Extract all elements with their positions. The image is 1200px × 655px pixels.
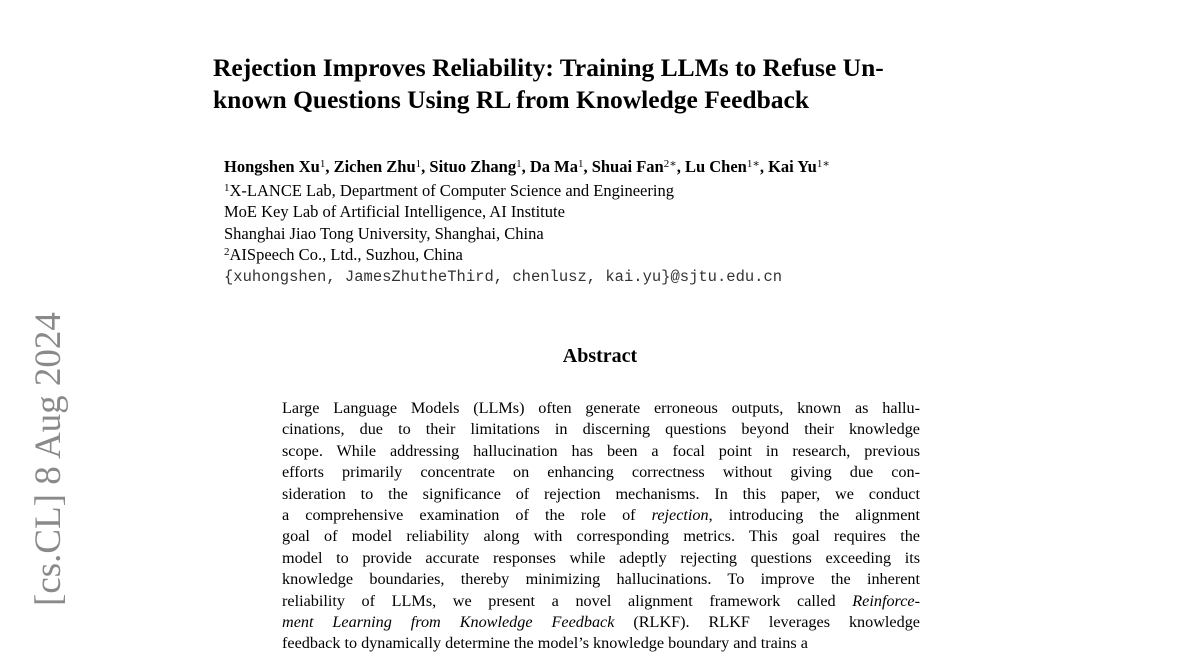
abstract-line xyxy=(282,633,920,654)
abstract-text: , introducing the alignment xyxy=(708,506,920,525)
paper-title xyxy=(213,52,1003,116)
abstract-text: model to provide accurate responses while adeptly rejecting questions exceeding its xyxy=(282,548,920,567)
title-line: known Questions Using RL from Knowledge Feedback xyxy=(213,85,810,114)
title-line: Rejection Improves Reliability: Training LLMs to Refuse Un- xyxy=(213,53,884,82)
abstract-text: efforts primarily concentrate on enhancing correctness without giving due con- xyxy=(282,463,920,482)
author-affiliation-marker: 1 xyxy=(319,158,326,170)
abstract-text: reliability of LLMs, we present a novel alignment framework called xyxy=(282,591,853,610)
abstract-line xyxy=(282,569,920,590)
abstract-text: Large Language Models (LLMs) often generate erroneous outputs, known as hallu- xyxy=(282,399,920,417)
abstract-text: cinations, due to their limitations in discerning questions beyond their knowledge xyxy=(282,420,920,439)
abstract-emphasis: rejection xyxy=(651,506,709,525)
author-block xyxy=(224,156,984,288)
abstract-line xyxy=(282,441,920,462)
author-affiliation-marker: 1∗ xyxy=(816,158,830,170)
affiliation-marker: 2 xyxy=(224,246,230,258)
affiliation-1-line-1 xyxy=(224,180,984,202)
author-name: Kai Yu xyxy=(768,157,817,176)
abstract-emphasis: Reinforce- xyxy=(852,591,920,610)
abstract-text: sideration to the significance of rejection mechanisms. In this paper, we conduct xyxy=(282,484,920,503)
abstract-body xyxy=(282,398,920,655)
author-name: Situo Zhang xyxy=(429,157,517,176)
abstract-line xyxy=(282,548,920,569)
abstract-line xyxy=(282,484,920,505)
abstract-line xyxy=(282,419,920,440)
affiliation-text: X-LANCE Lab, Department of Computer Science and Engineering xyxy=(229,180,674,200)
abstract-text: (RLKF). RLKF leverages knowledge xyxy=(614,613,920,632)
author-affiliation-marker: 1 xyxy=(415,158,422,170)
affiliation-1-line-2: MoE Key Lab of Artificial Intelligence, AI Institute xyxy=(224,202,565,221)
author-name: Da Ma xyxy=(529,157,578,176)
affiliation-text: AISpeech Co., Ltd., Suzhou, China xyxy=(229,245,463,264)
author-name: Lu Chen xyxy=(684,157,747,176)
arxiv-identifier: [cs.CL] 8 Aug 2024 xyxy=(27,312,69,606)
abstract-text: goal of model reliability along with corresponding metrics. This goal requires the xyxy=(282,527,920,546)
abstract-emphasis: ment Learning from Knowledge Feedback xyxy=(282,613,615,632)
abstract-text: feedback to dynamically determine the model’s knowledge boundary and trains a xyxy=(282,634,808,653)
abstract-heading xyxy=(0,345,1200,368)
abstract-heading-text: Abstract xyxy=(562,345,638,367)
abstract-line xyxy=(282,526,920,547)
abstract-line xyxy=(282,462,920,483)
affiliation-1-line-3: Shanghai Jiao Tong University, Shanghai, China xyxy=(224,223,544,243)
author-list: Hongshen Xu$^1$, Zichen Zhu$^1$, Situo Zhang$^1$, Da Ma$^1$, Shuai Fan$^{2∗}$, Lu Chen$^{1∗}$, Kai $Yu^{1∗}$ xyxy=(224,157,830,176)
abstract-text: knowledge boundaries, thereby minimizing hallucinations. To improve the inherent xyxy=(282,570,920,589)
abstract-text: a comprehensive examination of the role of xyxy=(282,506,652,525)
author-affiliation-marker: 1 xyxy=(577,158,584,170)
author-name: Zichen Zhu xyxy=(333,157,416,176)
author-affiliation-marker: 1∗ xyxy=(746,158,760,170)
abstract-text: scope. While addressing hallucination has been a focal point in research, previous xyxy=(282,441,920,460)
affiliation-marker: 1 xyxy=(224,181,230,194)
abstract-line xyxy=(282,591,920,612)
affiliation-2 xyxy=(224,244,984,266)
abstract-line xyxy=(282,505,920,526)
author-affiliation-marker: 1 xyxy=(516,158,522,170)
abstract-line xyxy=(282,612,920,633)
author-name: Shuai Fan xyxy=(591,157,664,176)
author-affiliation-marker: 2∗ xyxy=(663,158,677,170)
author-name: Hongshen Xu xyxy=(224,157,320,176)
abstract-line xyxy=(282,398,920,419)
author-emails: {xuhongshen, JamesZhutheThird, chenlusz, kai.yu}@sjtu.edu.cn xyxy=(224,267,783,286)
